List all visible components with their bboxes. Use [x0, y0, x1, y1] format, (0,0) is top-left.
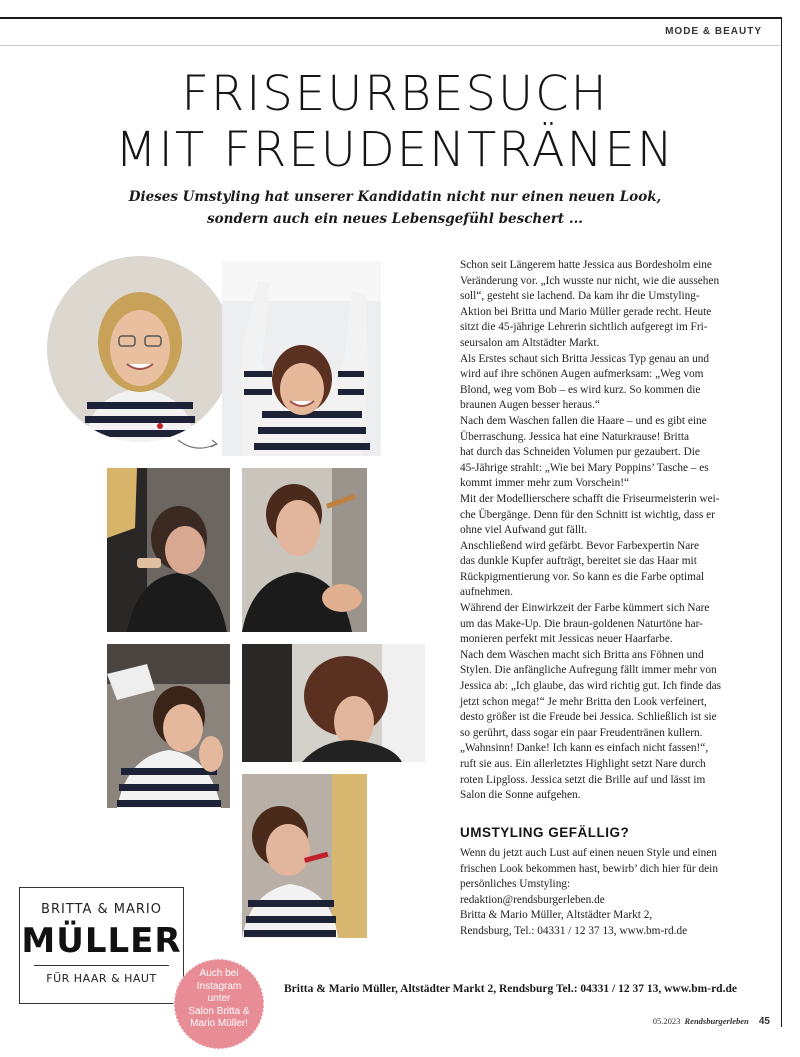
- body-line: ohne viel Aufwand gut fällt.: [460, 524, 588, 537]
- body-line: ruft sie aus. Ein allerletztes Highlight setzt Nare durch: [460, 758, 706, 770]
- body-line: Während der Einwirkzeit der Farbe kümmert sich Nare: [460, 602, 710, 615]
- body-line: Veränderung vor. „Ich wusste nur nicht, wie die aussehen: [460, 274, 720, 287]
- after-cheering-photo: [222, 261, 381, 456]
- body-line: Jessica ab: „Ich glaube, das wird richtig gut. Ich finde das: [460, 680, 721, 693]
- body-line: Als Erstes schaut sich Britta Jessicas Typ genau an und: [460, 352, 710, 365]
- body-line: so gerührt, dass sogar ein paar Freudentränen kullern.: [460, 726, 703, 739]
- arrow-icon: [176, 432, 222, 454]
- instagram-badge: [173, 958, 265, 1050]
- contact-line: Britta & Mario Müller, Altstädter Markt 2, Rendsburg Tel.: 04331 / 12 37 13, www.bm-rd.de: [284, 983, 737, 995]
- lipgloss-photo: [242, 774, 367, 938]
- headline-line-2: MIT FREUDENTRÄNEN: [115, 122, 675, 178]
- section-label: MODE & BEAUTY: [665, 26, 762, 37]
- body-line: braunen Augen besser heraus.“: [460, 399, 600, 412]
- body-line: Überraschung. Jessica hat eine Naturkrause! Britta: [460, 430, 689, 443]
- sidebar-heading: UMSTYLING GEFÄLLIG?: [460, 825, 630, 840]
- logo-divider: [34, 965, 169, 966]
- haircut-photo: [107, 468, 230, 632]
- article-body: [460, 258, 782, 804]
- body-line: kommt immer mehr zum Vorschein!“: [460, 477, 630, 490]
- body-line: Stylen. Die anfängliche Aufregung fällt immer mehr von: [460, 664, 717, 677]
- body-line: roten Lipgloss. Jessica setzt die Brille auf und lässt im: [460, 773, 706, 786]
- sidebar-body: [460, 846, 782, 940]
- before-portrait-photo: [47, 256, 233, 442]
- body-line: Aktion bei Britta und Mario Müller gerade recht. Heute: [460, 305, 712, 318]
- badge-text: [173, 968, 265, 1031]
- top-rule: [0, 17, 782, 19]
- body-line: wird auf ihre schönen Augen aufmerksam: „Weg vom: [460, 368, 704, 381]
- badge-line: Salon Britta &: [188, 1005, 250, 1017]
- header-rule: [0, 45, 782, 46]
- body-line: che Übergänge. Denn für den Schnitt ist wichtig, dass er: [460, 508, 715, 521]
- sidebar-line: persönliches Umstyling:: [460, 878, 571, 891]
- body-line: jetzt schon mega!“ Je mehr Britta den Look verfeinert,: [460, 695, 707, 708]
- body-line: desto größer ist die Freude bei Jessica. Schließlich ist sie: [460, 711, 717, 724]
- body-line: Anschließend wird gefärbt. Bevor Farbexpertin Nare: [460, 539, 700, 552]
- badge-line: Auch bei: [199, 968, 239, 979]
- body-line: Nach dem Waschen fallen die Haare – und es gibt eine: [460, 414, 707, 427]
- body-line: Schon seit Längerem hatte Jessica aus Bordesholm eine: [460, 259, 712, 271]
- email-link[interactable]: redaktion@rendsburgerleben.de: [460, 893, 605, 906]
- body-line: Rückpigmentierung vor. So kann es die Farbe optimal: [460, 570, 705, 583]
- body-line: das dunkle Kupfer aufträgt, bereitet sie das Haar mit: [460, 555, 697, 568]
- body-line: Salon die Sonne aufgehen.: [460, 789, 581, 802]
- sidebar-line: Rendsburg, Tel.: 04331 / 12 37 13, www.bm-rd.de: [460, 924, 688, 937]
- body-line: Nach dem Waschen macht sich Britta ans Föhnen und: [460, 648, 704, 661]
- issue-date: 05.2023: [652, 1016, 681, 1026]
- logo-tagline: FÜR HAAR & HAUT: [46, 972, 157, 985]
- salon-logo: [19, 887, 184, 1004]
- body-line: „Wahnsinn! Danke! Ich kann es einfach nicht fassen!“,: [460, 742, 709, 755]
- sidebar-line: frischen Look bekommen hast, bewirb’ dich hier für dein: [460, 862, 718, 875]
- logo-name: MÜLLER: [21, 921, 182, 961]
- logo-top-text: BRITTA & MARIO: [41, 902, 162, 917]
- body-line: um das Make-Up. Die braun-goldenen Naturtöne har-: [460, 617, 703, 630]
- page-number: 45: [758, 1016, 770, 1027]
- sidebar-line: Britta & Mario Müller, Altstädter Markt 2,: [460, 909, 653, 922]
- body-line: seursalon am Altstädter Markt.: [460, 336, 600, 349]
- article-headline: [0, 66, 790, 178]
- subtitle-line-2: sondern auch ein neues Lebensgefühl beschert ...: [207, 211, 583, 227]
- body-line: Mit der Modellierschere schafft die Friseurmeisterin wei-: [460, 492, 720, 505]
- blow-dry-photo: [107, 644, 230, 808]
- magazine-name: Rendsburgerleben: [684, 1016, 749, 1026]
- page-footer: [653, 1016, 770, 1027]
- headline-line-1: FRISEURBESUCH: [181, 66, 609, 122]
- body-line: sitzt die 45-jährige Lehrerin sichtlich aufgeregt im Fri-: [460, 321, 708, 334]
- article-subtitle: [0, 186, 790, 230]
- body-line: 45-Jährige strahlt: „Wie bei Mary Poppins’ Tasche – es: [460, 461, 709, 474]
- styling-photo: [242, 644, 425, 762]
- makeup-photo: [242, 468, 367, 632]
- sidebar-line: Wenn du jetzt auch Lust auf einen neuen Style und einen: [460, 847, 717, 859]
- badge-line: Mario Müller!: [190, 1018, 248, 1029]
- badge-line: unter: [207, 993, 231, 1004]
- badge-line: Instagram: [196, 980, 242, 992]
- subtitle-line-1: Dieses Umstyling hat unserer Kandidatin nicht nur einen neuen Look,: [128, 189, 662, 205]
- body-line: aufnehmen.: [460, 586, 514, 599]
- body-line: monieren perfekt mit Jessicas neuer Haarfarbe.: [460, 633, 673, 646]
- body-line: soll“, gesteht sie lachend. Da kam ihr die Umstyling-: [460, 290, 700, 303]
- body-line: Blond, weg vom Bob – es wird kurz. So kommen die: [460, 383, 701, 396]
- body-line: hat durch das Schneiden Volumen pur gezaubert. Die: [460, 446, 700, 459]
